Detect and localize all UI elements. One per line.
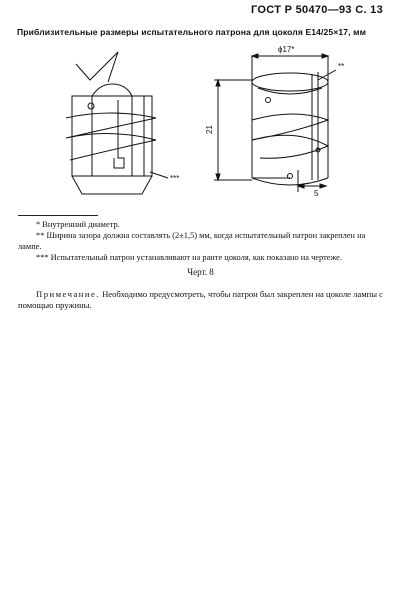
right-footnote-marker: ** [338, 62, 345, 71]
diameter-label: ϕ17* [278, 45, 295, 54]
remark-text: Необходимо предусмотреть, чтобы патрон был закреплен на цоколе лампы с помощью пружины. [18, 289, 383, 310]
footnote-rule [18, 215, 98, 216]
figure-caption: Черт. 8 [187, 267, 214, 277]
remark [18, 289, 384, 311]
figure-title: Приблизительные размеры испытательного патрона для цоколя Е14/25×17, мм [17, 27, 367, 37]
footnote-2: ** Ширина зазора должна составлять (2±1,5) мм, когда испытательный патрон закреплен на лампе. [18, 231, 366, 251]
left-lamp-drawing [66, 52, 168, 194]
footnote-1: * Внутренний диаметр. [36, 220, 120, 229]
footnotes [18, 219, 384, 263]
right-holder-drawing [214, 54, 336, 192]
left-footnote-marker: *** [170, 174, 180, 183]
technical-drawing [0, 0, 401, 215]
page-header: ГОСТ Р 50470—93 С. 13 [251, 4, 383, 16]
height-label: 21 [205, 125, 214, 134]
gap-label: 5 [314, 189, 319, 198]
remark-label: Примечание. [36, 289, 100, 299]
footnote-3: *** Испытательный патрон устанавливают на ранте цоколя, как показано на чертеже. [36, 253, 342, 262]
